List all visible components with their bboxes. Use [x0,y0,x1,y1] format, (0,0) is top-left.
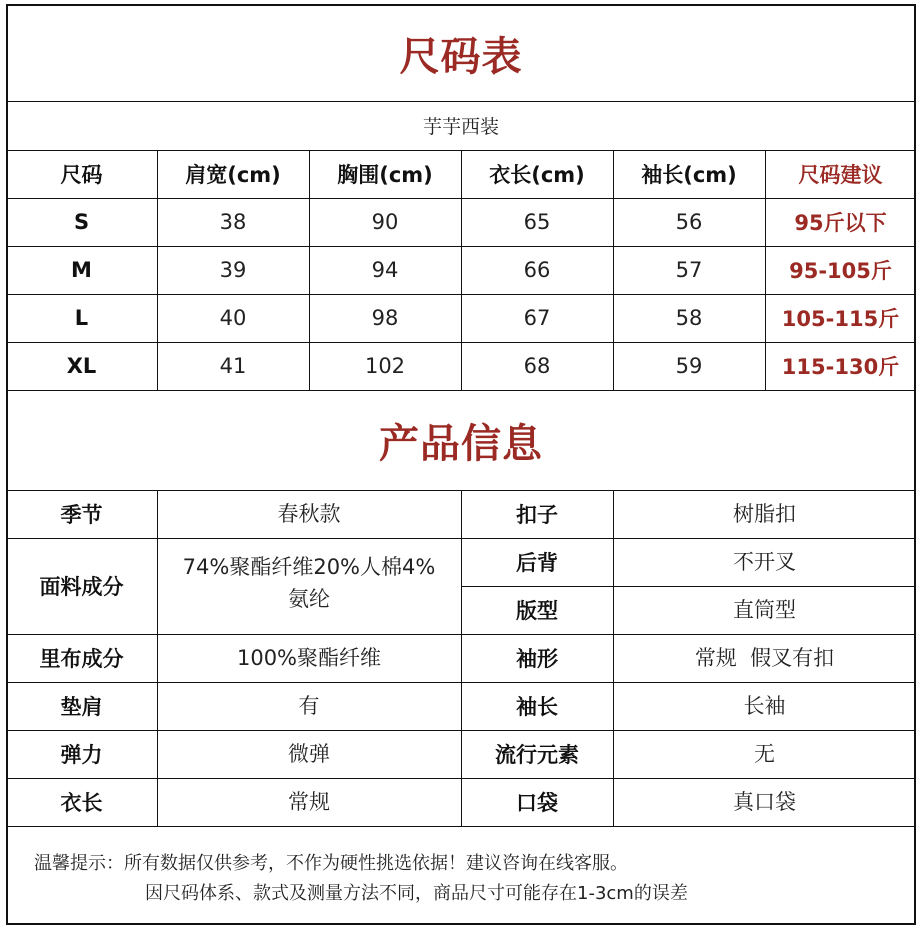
size-label: L [74,306,89,330]
back-value: 不开叉 [733,550,796,574]
fit-label: 版型 [516,599,558,623]
sleeve-shape-label: 袖形 [516,647,558,671]
length-value: 67 [523,306,551,330]
product-name: 芋芋西装 [422,116,499,138]
shoulder-pad-value: 有 [298,694,320,718]
notice-line1: 温馨提示：所有数据仅供参考，不作为硬性挑选依据！建议咨询在线客服。 [34,853,628,874]
header-size: 尺码 [60,163,103,187]
product-info-title: 产品信息 [379,420,543,467]
sleeve-value: 59 [675,354,703,378]
weight-recommendation: 115-130斤 [781,355,900,379]
chest-value: 90 [371,210,399,234]
weight-recommendation: 95-105斤 [789,259,892,283]
fabric-value [157,538,461,634]
header-sleeve: 袖长(cm) [641,163,737,187]
shoulder-pad-label: 垫肩 [60,695,103,719]
header-length: 衣长(cm) [489,163,585,187]
button-value: 树脂扣 [733,502,796,526]
shoulder-value: 41 [219,354,247,378]
lining-value: 100%聚酯纤维 [236,646,382,670]
shoulder-value: 38 [219,210,247,234]
shoulder-value: 40 [219,306,247,330]
shoulder-value: 39 [219,258,247,282]
trend-label: 流行元素 [495,743,579,767]
sleeve-shape-value: 常规 假叉有扣 [694,646,835,670]
sleeve-length-label: 袖长 [516,695,558,719]
season-label: 季节 [60,503,103,527]
header-chest: 胸围(cm) [337,163,433,187]
fabric-value-line1: 74%聚酯纤维20%人棉4% [182,555,436,579]
weight-recommendation: 95斤以下 [794,211,887,235]
elasticity-value: 微弹 [288,742,330,766]
header-recommendation: 尺码建议 [798,163,883,187]
pocket-value: 真口袋 [733,790,796,814]
fit-value: 直筒型 [733,598,796,622]
sleeve-length-value: 长袖 [743,694,786,718]
length-value: 66 [523,258,551,282]
length-value: 68 [523,354,551,378]
garment-length-value: 常规 [288,790,330,814]
garment-length-label: 衣长 [60,791,103,815]
season-value: 春秋款 [277,502,341,526]
trend-value: 无 [754,742,775,766]
button-label: 扣子 [516,503,558,527]
fabric-value-line2: 氨纶 [288,587,330,611]
sleeve-value: 58 [675,306,703,330]
chest-value: 98 [371,306,399,330]
sleeve-value: 57 [675,258,703,282]
header-shoulder: 肩宽(cm) [185,163,281,187]
fabric-label: 面料成分 [39,575,124,599]
size-label: M [71,258,92,282]
size-chart-title: 尺码表 [399,34,523,80]
length-value: 65 [523,210,551,234]
divider [6,826,916,827]
size-label: XL [66,354,97,378]
chest-value: 94 [371,258,399,282]
elasticity-label: 弹力 [60,743,103,767]
lining-label: 里布成分 [39,647,124,671]
pocket-label: 口袋 [516,791,558,815]
notice-line2: 因尺码体系、款式及测量方法不同，商品尺寸可能存在1-3cm的误差 [145,883,688,904]
size-label: S [73,210,90,234]
weight-recommendation: 105-115斤 [781,307,900,331]
sleeve-value: 56 [675,210,703,234]
back-label: 后背 [516,551,558,575]
chest-value: 102 [364,354,406,378]
